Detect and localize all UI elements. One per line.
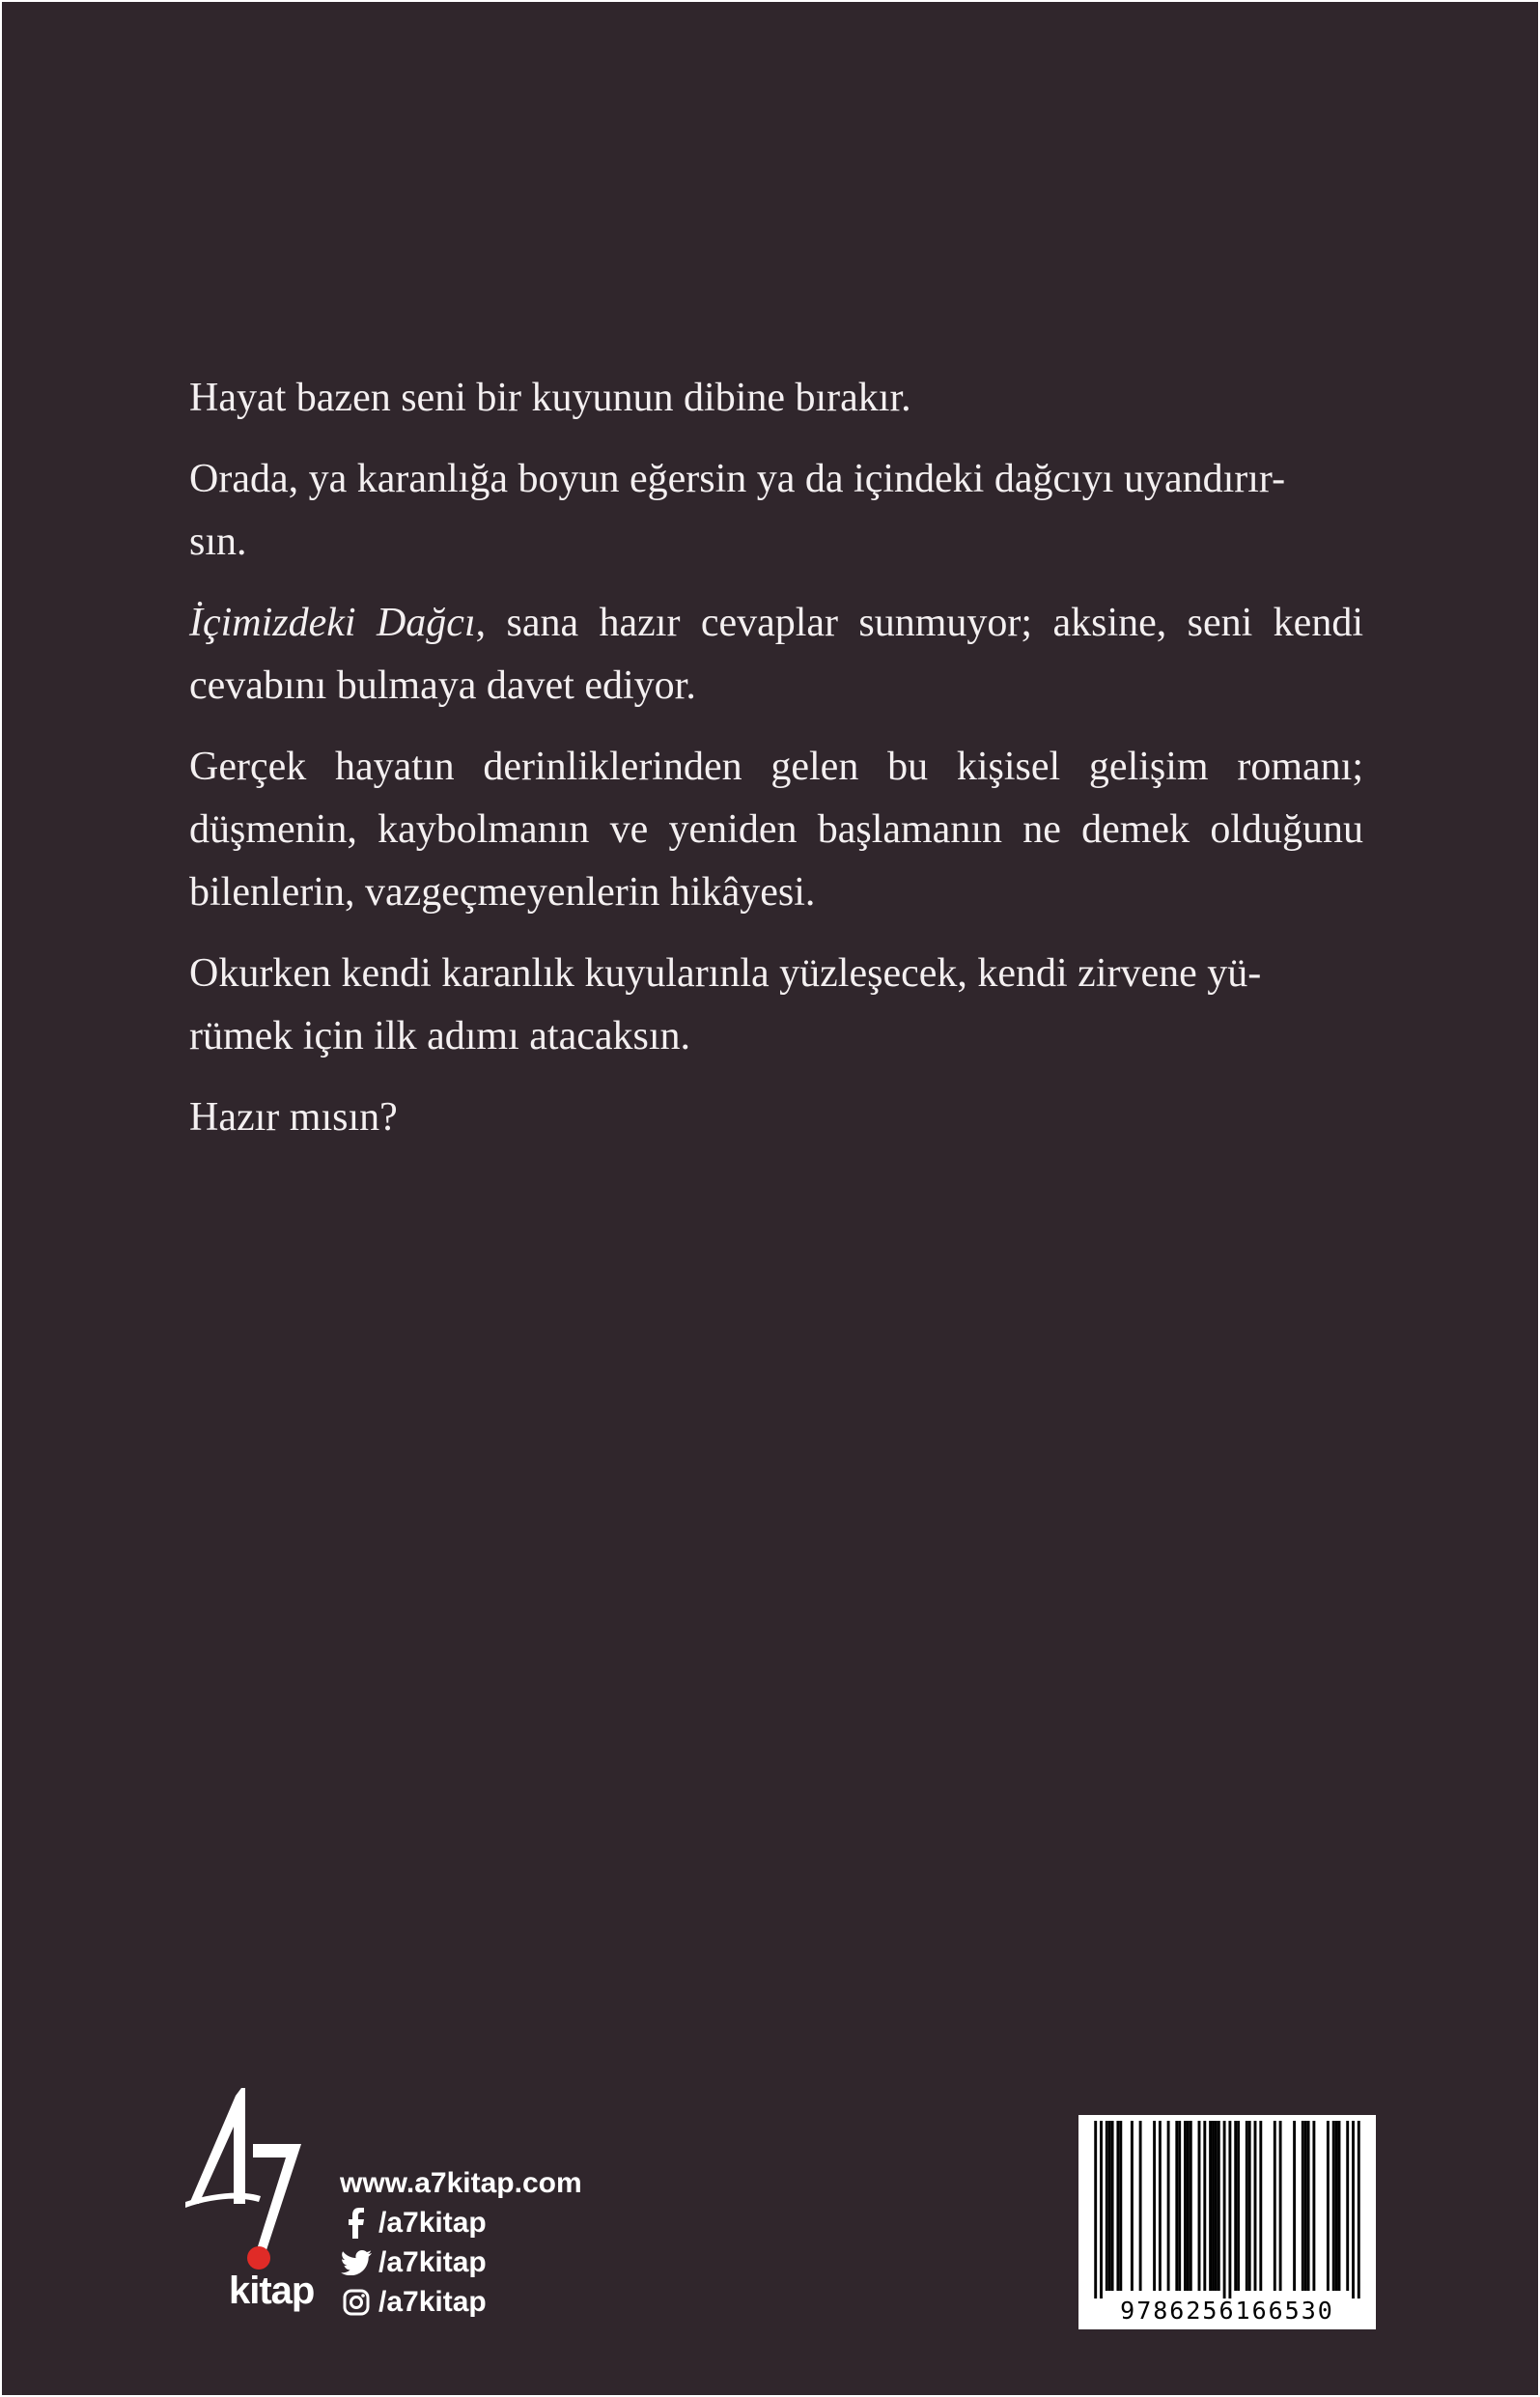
barcode-bar bbox=[1304, 2121, 1307, 2291]
barcode-bar bbox=[1106, 2121, 1108, 2291]
barcode-bar bbox=[1327, 2121, 1330, 2291]
barcode-bar bbox=[1223, 2121, 1226, 2298]
barcode-bar bbox=[1100, 2121, 1103, 2298]
barcode-bar bbox=[1094, 2121, 1097, 2298]
blurb-paragraph-2 bbox=[189, 448, 1363, 574]
logo-wordmark: kitap bbox=[229, 2270, 315, 2312]
barcode-bar bbox=[1153, 2121, 1156, 2291]
barcode-bar bbox=[1184, 2121, 1187, 2291]
twitter-row[interactable] bbox=[340, 2242, 582, 2282]
blurb-paragraph-1: Hayat bazen seni bir kuyunun dibine bırakır. bbox=[189, 376, 911, 420]
blurb-paragraph-5-line-2: rümek için ilk adımı atacaksın. bbox=[189, 1014, 691, 1058]
publisher-logo bbox=[185, 2088, 340, 2329]
barcode-bar bbox=[1237, 2121, 1240, 2291]
barcode-bar bbox=[1274, 2121, 1276, 2291]
twitter-icon bbox=[340, 2247, 373, 2278]
barcode-bar bbox=[1111, 2121, 1114, 2291]
barcode-bar bbox=[1187, 2121, 1190, 2291]
blurb-paragraph-5 bbox=[189, 943, 1363, 1068]
website-row[interactable] bbox=[340, 2163, 582, 2203]
blurb-paragraph-4: Gerçek hayatın derinliklerinden gelen bu kişisel gelişim romanı; düşmenin, kaybolmanın ve yeniden başlamanın ne demek olduğunu bilenlerin, vazgeçmeyenlerin hikâyesi. bbox=[189, 745, 1363, 915]
barcode-bar bbox=[1279, 2121, 1282, 2291]
barcode-bar bbox=[1332, 2121, 1335, 2291]
facebook-row[interactable] bbox=[340, 2203, 582, 2242]
blurb-paragraph-3 bbox=[189, 592, 1363, 718]
barcode-bar bbox=[1248, 2121, 1251, 2291]
facebook-handle[interactable]: /a7kitap bbox=[378, 2206, 487, 2239]
barcode-bar bbox=[1139, 2121, 1142, 2291]
blurb-paragraph-2-line-1: Orada, ya karanlığa boyun eğersin ya da içindeki dağcıyı uyandırır- bbox=[189, 457, 1286, 501]
blurb-paragraph-5-line-1: Okurken kendi karanlık kuyularınla yüzleşecek, kendi zirvene yü- bbox=[189, 951, 1262, 996]
a7-logo-mark bbox=[185, 2088, 340, 2271]
barcode-bar bbox=[1246, 2121, 1248, 2291]
instagram-row[interactable] bbox=[340, 2282, 582, 2322]
barcode-bar bbox=[1159, 2121, 1162, 2291]
barcode-bar bbox=[1116, 2121, 1119, 2291]
website-link[interactable]: www.a7kitap.com bbox=[340, 2166, 582, 2199]
isbn-barcode bbox=[1078, 2115, 1376, 2329]
barcode-bar bbox=[1228, 2121, 1231, 2298]
barcode-bar bbox=[1131, 2121, 1134, 2291]
barcode-bar bbox=[1352, 2121, 1355, 2298]
instagram-handle[interactable]: /a7kitap bbox=[378, 2285, 487, 2318]
barcode-bar bbox=[1178, 2121, 1181, 2291]
blurb-paragraph-2-line-2: sın. bbox=[189, 520, 247, 564]
instagram-icon bbox=[340, 2287, 373, 2318]
barcode-bar bbox=[1346, 2121, 1349, 2291]
barcode-bars bbox=[1078, 2115, 1376, 2298]
facebook-icon bbox=[340, 2208, 373, 2239]
barcode-bar bbox=[1307, 2121, 1310, 2291]
publisher-contacts bbox=[340, 2163, 582, 2322]
barcode-bar bbox=[1335, 2121, 1338, 2291]
blurb-paragraph-3-text: , sana hazır cevaplar sunmuyor; aksine, seni kendi cevabını bulmaya davet ediyor. bbox=[189, 601, 1363, 708]
barcode-bar bbox=[1215, 2121, 1218, 2291]
barcode-bar bbox=[1108, 2121, 1111, 2291]
barcode-bar bbox=[1212, 2121, 1215, 2291]
barcode-bar bbox=[1234, 2121, 1237, 2291]
barcode-bar bbox=[1293, 2121, 1296, 2291]
barcode-bar bbox=[1218, 2121, 1220, 2291]
back-cover bbox=[2, 2, 1538, 2395]
barcode-bar bbox=[1119, 2121, 1122, 2291]
barcode-bar bbox=[1302, 2121, 1304, 2291]
barcode-bar bbox=[1358, 2121, 1360, 2298]
blurb-text bbox=[189, 367, 1363, 1168]
barcode-bar bbox=[1259, 2121, 1262, 2291]
barcode-bar bbox=[1190, 2121, 1192, 2291]
barcode-bar bbox=[1198, 2121, 1201, 2291]
barcode-bar bbox=[1312, 2121, 1315, 2291]
isbn-number: 9786256166530 bbox=[1120, 2297, 1334, 2325]
barcode-bar bbox=[1254, 2121, 1257, 2291]
barcode-bar bbox=[1338, 2121, 1341, 2291]
barcode-bar bbox=[1209, 2121, 1212, 2291]
barcode-bar bbox=[1203, 2121, 1206, 2291]
book-title: İçimizdeki Dağcı bbox=[189, 601, 476, 645]
barcode-bar bbox=[1175, 2121, 1178, 2291]
blurb-paragraph-6: Hazır mısın? bbox=[189, 1095, 398, 1140]
barcode-bar bbox=[1167, 2121, 1170, 2291]
twitter-handle[interactable]: /a7kitap bbox=[378, 2245, 487, 2278]
